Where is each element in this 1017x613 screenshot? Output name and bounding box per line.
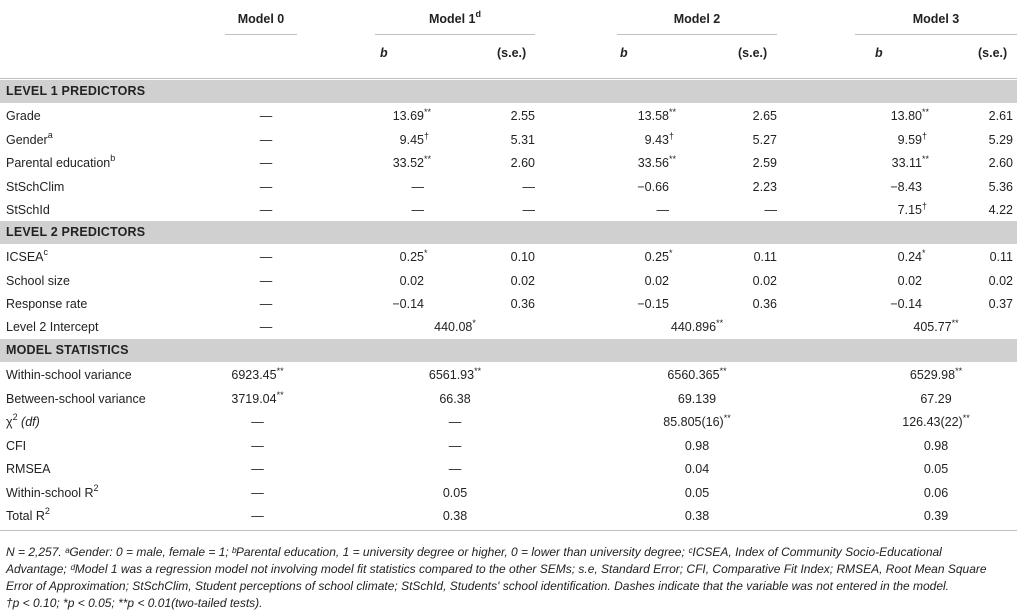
cell-m3: [855, 368, 1017, 382]
cell-value: 0.05: [442, 485, 468, 500]
cell-m1: [375, 486, 535, 500]
row-label-text: Parental education: [6, 156, 111, 170]
table-row: [0, 363, 1017, 386]
cell-sig: **: [962, 413, 970, 423]
cell-value: —: [656, 203, 669, 217]
cell-value: 0.98: [684, 438, 710, 453]
cell-m1b: 33.52**: [392, 154, 432, 170]
table-row: [0, 198, 1017, 221]
cell-value: 9.45: [399, 132, 424, 147]
cell-value: 0.05: [684, 485, 710, 500]
table-row: [0, 269, 1017, 292]
cell-m1b: [352, 180, 440, 194]
row-label: [6, 482, 99, 500]
cell-m1se: —: [522, 203, 535, 217]
cell-m2b: 33.56**: [637, 154, 677, 170]
cell-m1se: 0.36: [510, 297, 535, 311]
cell-m0: —: [259, 179, 273, 194]
cell-value: —: [251, 438, 264, 453]
cell-m2b: [597, 274, 685, 288]
cell-value: 9.43: [644, 132, 669, 147]
table-row: [0, 104, 1017, 127]
table-row: [0, 128, 1017, 151]
cell-value: 0.98: [923, 438, 949, 453]
row-label-text: Total R: [6, 509, 45, 523]
header-model2: Model 2: [673, 12, 721, 26]
row-label-sup: a: [47, 129, 53, 140]
cell-m1b: 9.45†: [399, 130, 430, 147]
cell-value: —: [251, 509, 264, 523]
footnote-line-4: †p < 0.10; *p < 0.05; **p < 0.01(two-tailed tests).: [6, 596, 263, 610]
cell-m0: —: [259, 320, 273, 334]
cell-m0: —: [259, 109, 273, 123]
row-label-text: Gender: [6, 132, 48, 147]
row-label: [6, 462, 50, 476]
table-row: [0, 481, 1017, 504]
cell-value: —: [251, 415, 264, 429]
cell-m3: [855, 462, 1017, 476]
cell-sig: **: [723, 413, 731, 423]
cell-value: 33.52: [392, 156, 424, 170]
header-se-model2: (s.e.): [738, 46, 768, 60]
cell-m3b: [850, 297, 938, 311]
cell-m0: [200, 462, 315, 476]
cell-value: −0.14: [890, 297, 922, 311]
table-row: [0, 387, 1017, 410]
cell-m3b: 0.24*: [897, 248, 926, 264]
header-underline-model2: [617, 34, 777, 35]
cell-value: 0.24: [897, 250, 922, 264]
footnote-line-3: Error of Approximation; StSchClim, Student perceptions of school climate; StSchId, Students' school identification. Dashes indicate that the variable was not entered in the model.: [6, 579, 950, 593]
table-row: [0, 292, 1017, 315]
row-label: [6, 247, 49, 264]
cell-value: 9.59: [897, 132, 922, 147]
cell-value: 0.02: [644, 273, 669, 288]
cell-m1: [375, 439, 535, 453]
row-label: [6, 180, 64, 194]
cell-m2: [617, 439, 777, 453]
cell-m3se: 2.61: [988, 109, 1013, 123]
cell-m2b: [597, 180, 685, 194]
row-label-text: Within-school variance: [6, 368, 132, 382]
row-label-text: χ: [6, 415, 13, 429]
cell-value: −0.15: [637, 297, 669, 311]
cell-value: 33.56: [637, 156, 669, 170]
cell-m2se: 2.59: [752, 156, 777, 170]
row-label: [6, 129, 53, 147]
cell-m3: [855, 509, 1017, 523]
cell-value: 0.38: [684, 509, 710, 523]
cell-value: 7.15: [897, 203, 922, 217]
cell-m1: [375, 415, 535, 429]
footnote-line-1: N = 2,257. ᵃGender: 0 = male, female = 1; ᵇParental education, 1 = university degree or higher, 0 = lower than university degree; ᶜICSEA, Index of Community Socio-Educational: [6, 545, 942, 559]
cell-m2se: 2.23: [752, 179, 777, 194]
cell-m0: [200, 486, 315, 500]
cell-m2b: [597, 297, 685, 311]
cell-value: 13.69: [392, 109, 424, 123]
table-row: [0, 410, 1017, 433]
cell-value: 0.38: [442, 509, 468, 523]
cell-m0: [200, 389, 315, 406]
table-row: [0, 151, 1017, 174]
cell-value: 0.02: [399, 273, 424, 288]
cell-sig: **: [276, 389, 284, 400]
header-underline-model1: [375, 34, 535, 35]
cell-m0: [200, 439, 315, 453]
cell-m2se: 5.27: [752, 132, 777, 147]
cell-value: —: [251, 462, 264, 476]
cell-value: 0.04: [684, 462, 710, 476]
row-label: [6, 297, 87, 311]
cell-sig: **: [719, 366, 727, 376]
cell-value: —: [448, 415, 462, 429]
cell-m3se: 0.02: [988, 273, 1013, 288]
row-label: [6, 439, 26, 453]
cell-m3se: 2.60: [988, 156, 1013, 170]
row-label: [6, 109, 41, 123]
cell-m1: [375, 368, 535, 382]
cell-m2b: 9.43†: [644, 130, 675, 147]
cell-m1: [375, 509, 535, 523]
row-label-text: School size: [6, 273, 70, 288]
row-label: [6, 274, 70, 288]
cell-m1se: 5.31: [510, 132, 535, 147]
table-row: [0, 245, 1017, 268]
row-label-text: Between-school variance: [6, 391, 146, 406]
row-label-text: StSchClim: [6, 179, 65, 194]
row-label-text: RMSEA: [6, 462, 51, 476]
cell-m1b: [352, 274, 440, 288]
header-se-model3: (s.e.): [978, 46, 1008, 60]
row-label-sup: 2: [93, 482, 99, 493]
row-label-text: Grade: [6, 109, 41, 123]
cell-value: 0.25: [644, 250, 669, 264]
table-row: [0, 504, 1017, 527]
cell-m3b: [850, 180, 938, 194]
cell-m2se: 0.36: [752, 297, 777, 311]
cell-m2b: [597, 203, 685, 217]
row-label-text: StSchId: [6, 203, 50, 217]
cell-m1se: —: [522, 179, 535, 194]
bottom-rule: [0, 530, 1017, 531]
header-b-model3: b: [875, 46, 883, 60]
cell-sig: **: [474, 366, 482, 376]
cell-m1se: 0.10: [510, 250, 535, 264]
cell-value: 6560.365: [667, 368, 720, 382]
cell-value: 69.139: [677, 391, 717, 406]
header-b-model1: b: [380, 46, 388, 60]
cell-value: 126.43(22): [902, 415, 963, 429]
cell-m3se: 5.29: [988, 132, 1013, 147]
cell-sig: **: [955, 366, 963, 376]
header-model0: Model 0: [237, 12, 285, 26]
table-row-intercept: [0, 315, 1017, 338]
cell-value: 66.38: [439, 391, 471, 406]
header-se-model1: (s.e.): [497, 46, 527, 60]
cell-m3se: 0.11: [989, 250, 1013, 264]
cell-m2: [617, 462, 777, 476]
cell-m0: —: [259, 273, 273, 288]
header-model3: Model 3: [912, 12, 960, 26]
cell-value: —: [411, 179, 424, 194]
cell-value: 67.29: [920, 391, 952, 406]
footnote-line-2: Advantage; ᵈModel 1 was a regression model not involving model fit statistics compared to the other SEMs; s.e, Standard Error; CFI, Comparative Fit Index; RMSEA, Root Mean Square: [6, 562, 987, 576]
cell-value: 33.11: [891, 156, 922, 170]
cell-m3: 405.77**: [913, 318, 959, 334]
cell-m1se: 0.02: [510, 273, 535, 288]
cell-m2b: 13.58**: [637, 107, 677, 123]
cell-value: 13.58: [637, 109, 669, 123]
cell-value: 6561.93: [428, 368, 475, 382]
cell-value: —: [411, 203, 424, 217]
cell-m2b: 0.25*: [644, 248, 673, 264]
cell-value: −8.43: [890, 179, 922, 194]
table-row: [0, 434, 1017, 457]
row-label-text: CFI: [6, 438, 27, 453]
row-label: [6, 392, 146, 406]
cell-m2se: 2.65: [752, 109, 777, 123]
section-stats: MODEL STATISTICS: [0, 339, 1017, 362]
cell-value: —: [251, 485, 264, 500]
cell-value: 85.805(16): [663, 415, 724, 429]
cell-m2: [617, 368, 777, 382]
cell-m2se: —: [764, 203, 777, 217]
row-label: [6, 368, 132, 382]
cell-value: 0.39: [923, 509, 949, 523]
cell-m1b: 0.25*: [399, 248, 428, 264]
cell-m1: 440.08*: [434, 318, 476, 334]
table-footnote: [6, 544, 1011, 612]
cell-m2se: 0.02: [752, 273, 777, 288]
cell-value: 0.02: [897, 273, 922, 288]
cell-value: 6923.45: [231, 368, 277, 382]
header-underline-model3: [855, 34, 1017, 35]
cell-m1: [375, 392, 535, 406]
header-model1: Model 1$^d$: [428, 9, 482, 26]
cell-m2: [617, 509, 777, 523]
cell-m1b: [352, 297, 440, 311]
cell-value: 0.06: [923, 485, 949, 500]
cell-m3b: [850, 274, 938, 288]
cell-m3se: 5.36: [988, 179, 1013, 194]
section-level1: LEVEL 1 PREDICTORS: [0, 80, 1017, 103]
cell-m2se: 0.11: [753, 250, 777, 264]
cell-m3b: 33.11**: [891, 154, 930, 170]
cell-sig: **: [276, 366, 284, 376]
cell-m0: —: [259, 297, 273, 311]
cell-value: 3719.04: [231, 391, 277, 406]
header-rule: [0, 78, 1017, 79]
cell-m3se: 4.22: [988, 203, 1013, 217]
cell-m2: [617, 392, 777, 406]
cell-m0: —: [259, 156, 273, 170]
cell-value: 0.25: [399, 250, 424, 264]
row-label: [6, 203, 50, 217]
row-label: Level 2 Intercept: [6, 320, 99, 334]
cell-value: −0.14: [392, 297, 424, 311]
cell-m3: [855, 415, 1017, 429]
header-underline-model0: [225, 34, 297, 35]
cell-m3b: 9.59†: [897, 130, 928, 147]
row-label-sup: b: [110, 153, 116, 163]
cell-m2: [617, 415, 777, 429]
row-label: [6, 506, 50, 523]
row-label: [6, 153, 116, 170]
cell-m0: —: [259, 132, 273, 147]
cell-m0: [200, 509, 315, 523]
cell-value: —: [448, 462, 462, 476]
cell-m2: [617, 486, 777, 500]
cell-m3b: 7.15†: [897, 201, 928, 217]
table-header: [0, 0, 1017, 78]
cell-value: −0.66: [637, 179, 669, 194]
cell-value: —: [448, 438, 462, 453]
section-level2: LEVEL 2 PREDICTORS: [0, 221, 1017, 244]
row-label-sup: 2: [12, 412, 18, 422]
table-row: [0, 175, 1017, 198]
row-label-sup: 2: [44, 506, 50, 516]
table-row: [0, 457, 1017, 480]
row-label: [6, 412, 40, 429]
cell-m0: —: [259, 250, 273, 264]
cell-m3: [855, 439, 1017, 453]
row-label-suffix: (df): [17, 415, 40, 429]
cell-m3: [855, 392, 1017, 406]
cell-m1se: 2.55: [510, 109, 535, 123]
cell-m2: 440.896**: [670, 318, 724, 334]
cell-m1b: 13.69**: [392, 107, 432, 123]
cell-m0: [200, 415, 315, 429]
cell-m1: [375, 462, 535, 476]
cell-m3se: 0.37: [988, 297, 1013, 311]
cell-m3: [855, 486, 1017, 500]
cell-value: 13.80: [890, 109, 922, 123]
row-label-text: ICSEA: [6, 250, 44, 264]
row-label-text: Within-school R: [6, 485, 94, 500]
cell-m1b: [352, 203, 440, 217]
header-b-model2: b: [620, 46, 628, 60]
row-label-text: Response rate: [6, 297, 88, 311]
cell-m1se: 2.60: [510, 156, 535, 170]
cell-m3b: 13.80**: [890, 107, 930, 123]
cell-m0: [200, 368, 315, 382]
row-label-sup: c: [43, 247, 49, 257]
cell-m0: —: [259, 203, 273, 217]
cell-value: 6529.98: [909, 368, 956, 382]
cell-value: 0.05: [923, 462, 949, 476]
